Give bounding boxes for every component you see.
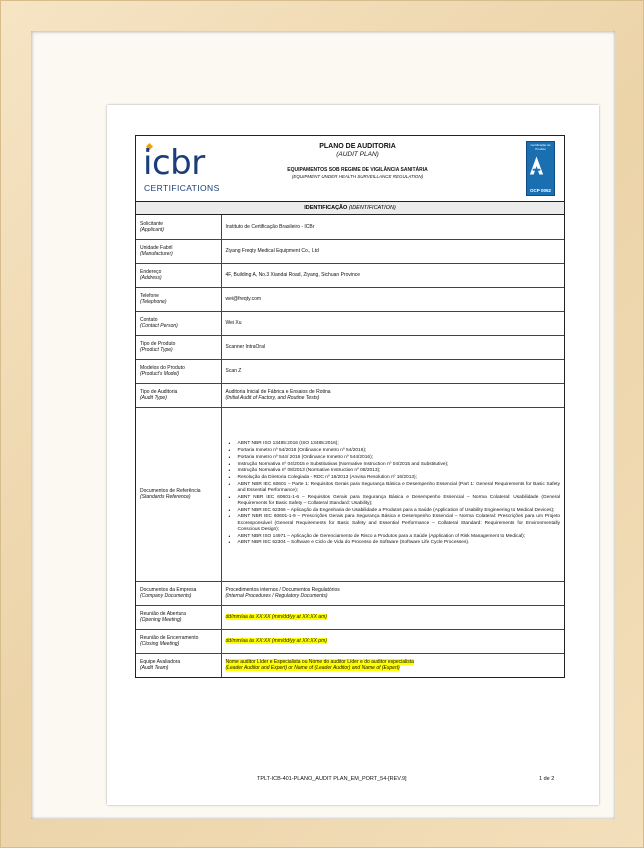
table-row bbox=[136, 605, 564, 629]
label-pt: Telefone bbox=[140, 292, 159, 299]
value-pt: Auditoria Inicial de Fábrica e Ensaios de Rotina bbox=[225, 388, 331, 395]
row-value: Wei Xu bbox=[221, 311, 564, 335]
table-row bbox=[136, 239, 564, 263]
label-pt: Tipo de Auditoria bbox=[140, 388, 178, 395]
value-pt: Procedimentos internos / Documentos Regulatórios bbox=[225, 586, 340, 593]
label-en: (Standards Reference) bbox=[140, 494, 191, 500]
row-value bbox=[221, 629, 564, 653]
certification-badge bbox=[526, 141, 555, 196]
table-row bbox=[136, 407, 564, 581]
label-en: (Address) bbox=[140, 275, 162, 281]
list-item: • ABNT NBR IEC 60601-1-6 – Requisitos Gerais para Segurança Básica e Desempenho Essencial – Norma Colateral: Usabilidade (General Requirements for Basic Safety – Collateral Standard: Usability); bbox=[226, 495, 561, 507]
list-item: • ABNT NBR IEC 62366 – Aplicação da Engenharia de Usabilidade a Produtos para a Saúde (Application of Usability Engineering to Medical Devices); bbox=[226, 508, 561, 514]
page-subtitle: EQUIPAMENTOS SOB REGIME DE VIGILÂNCIA SANITÁRIA bbox=[287, 167, 428, 173]
page-number: 1 de 2 bbox=[539, 776, 555, 782]
label-pt: Reunião de Encerramento bbox=[140, 634, 199, 641]
row-value bbox=[221, 581, 564, 605]
row-label bbox=[136, 215, 221, 239]
label-en: (Opening Meeting) bbox=[140, 617, 182, 623]
label-pt: Documentos de Referência bbox=[140, 487, 201, 494]
row-value: Ziyang Freqty Medical Equipment Co., Ltd bbox=[221, 239, 564, 263]
document-header bbox=[136, 136, 564, 202]
section-heading bbox=[136, 202, 564, 215]
label-pt: Modelos do Produto bbox=[140, 364, 185, 371]
list-item: • Portaria Inmetro nº 544/ 2016 (Ordinance Inmetro nº 544/2016); bbox=[226, 455, 561, 461]
row-value: wei@freqty.com bbox=[221, 287, 564, 311]
label-en: (Company Documents) bbox=[140, 593, 192, 599]
row-label bbox=[136, 407, 221, 581]
row-label bbox=[136, 581, 221, 605]
label-en: (Product Type) bbox=[140, 347, 173, 353]
section-label-en: (IDENTIFICATION) bbox=[348, 205, 396, 211]
label-pt: Equipe Avaliadora bbox=[140, 659, 181, 665]
row-label bbox=[136, 311, 221, 335]
row-value: Scan Z bbox=[221, 359, 564, 383]
table-row bbox=[136, 629, 564, 653]
label-en: (Audit Team) bbox=[140, 665, 169, 672]
label-en: (Manufacturer) bbox=[140, 251, 173, 257]
label-en: (Telephone) bbox=[140, 299, 167, 305]
table-row bbox=[136, 263, 564, 287]
row-value: Scanner IntraOral bbox=[221, 335, 564, 359]
table-row bbox=[136, 287, 564, 311]
brand-logo-sub: CERTIFICATIONS bbox=[144, 183, 220, 193]
table-row bbox=[136, 335, 564, 359]
list-item: • ABNT NBR ISO 13485:2016 (ISO 13485:2016); bbox=[226, 441, 561, 447]
label-en: (Audit Type) bbox=[140, 395, 167, 401]
reference-list bbox=[226, 439, 561, 549]
label-en: (Contact Person) bbox=[140, 323, 178, 329]
brand-logo: icbr bbox=[143, 143, 205, 183]
list-item: • ABNT NBR IEC 62304 – Software e Ciclo de Vida do Processo de Software (Software Life Cycle Processes). bbox=[226, 540, 561, 546]
audit-team-value-en: (Leader Auditor and Expert) or Name of (Leader Auditor) and Name of (Expert) bbox=[225, 665, 400, 672]
table-row bbox=[136, 311, 564, 335]
label-pt: Documentos da Empresa bbox=[140, 586, 197, 593]
label-en: (Closing Meeting) bbox=[140, 641, 180, 647]
row-value bbox=[221, 407, 564, 581]
table-row bbox=[136, 653, 564, 677]
row-label bbox=[136, 383, 221, 407]
document-code: TPLT-ICB-401-PLANO_AUDIT PLAN_EM_PORT_54-[REV.9] bbox=[257, 776, 407, 782]
label-pt: Solicitante bbox=[140, 220, 164, 227]
row-label bbox=[136, 239, 221, 263]
list-item: • Instrução Normativa nº 04/2015 e Substitutivas (Normative Instruction nº 04/2015 and Substitutive); bbox=[226, 462, 561, 468]
page-title: PLANO DE AUDITORIA bbox=[319, 143, 396, 150]
row-value: 4F, Building A, No.3 Xiandai Road, Ziyang, Sichuan Province bbox=[221, 263, 564, 287]
list-item: • Resolução da Diretoria Colegiada - RDC nº 16/2013 (Anvisa Resolution nº 16/2013); bbox=[226, 475, 561, 481]
table-row bbox=[136, 383, 564, 407]
row-value bbox=[221, 653, 564, 677]
list-item: • Instrução Normativa nº 08/2013 (Normative Instruction nº 08/2013); bbox=[226, 468, 561, 474]
table-row bbox=[136, 359, 564, 383]
list-item: • ABNT NBR ISO 14971 – Aplicação de Gerenciamento de Risco a Produtos para a Saúde (Application of Risk Management to Medical); bbox=[226, 534, 561, 540]
row-label bbox=[136, 335, 221, 359]
list-item: • ABNT NBR IEC 60601-1-9 – Prescrições Gerais para Segurança Básica e Desempenho Essencial – Norma Colateral: Prescrições para um Projeto Ecoresponsável (General Requirements for Basic Safety and Essential Performance – Collateral Standard: Requirements for Environmentally Conscious Design); bbox=[226, 514, 561, 533]
certification-mark-icon bbox=[527, 154, 546, 176]
row-label bbox=[136, 287, 221, 311]
label-en: (Product's Model) bbox=[140, 371, 180, 377]
row-value bbox=[221, 605, 564, 629]
value-en: (Initial Audit of Factory, and Routine Tests) bbox=[225, 395, 320, 401]
label-pt: Endereço bbox=[140, 268, 162, 275]
opening-meeting-value: dd/mm/aa às XX:XX (mm/dd/yy at XX:XX am) bbox=[225, 613, 327, 620]
value-en: (Internal Procedures / Regulatory Documents) bbox=[225, 593, 328, 599]
page-subtitle-en: (EQUIPMENT UNDER HEALTH SURVEILLANCE REGULATION) bbox=[291, 174, 424, 179]
row-label bbox=[136, 359, 221, 383]
table-row bbox=[136, 215, 564, 239]
badge-top-text: Certificação de Produto bbox=[530, 143, 551, 151]
list-item: • Portaria Inmetro nº 54/2016 (Ordinance Inmetro nº 54/2016); bbox=[226, 448, 561, 454]
document-page bbox=[107, 105, 599, 805]
row-value: Instituto de Certificação Brasileiro - ICBr bbox=[221, 215, 564, 239]
section-label: IDENTIFICAÇÃO bbox=[304, 205, 348, 211]
row-label bbox=[136, 605, 221, 629]
badge-code: OCP 0052 bbox=[530, 188, 551, 193]
audit-plan-table bbox=[135, 135, 565, 678]
page-title-en: (AUDIT PLAN) bbox=[336, 151, 379, 158]
closing-meeting-value: dd/mm/aa às XX:XX (mm/dd/yy at XX:XX pm) bbox=[225, 637, 327, 644]
label-pt: Reunião de Abertura bbox=[140, 610, 186, 617]
frame-mat bbox=[31, 31, 615, 819]
title-block bbox=[231, 143, 484, 179]
label-en: (Applicant) bbox=[140, 226, 164, 233]
label-pt: Tipo de Produto bbox=[140, 340, 176, 347]
row-label bbox=[136, 263, 221, 287]
label-pt: Contato bbox=[140, 316, 158, 323]
row-value bbox=[221, 383, 564, 407]
table-row bbox=[136, 581, 564, 605]
audit-team-value: Nome auditor Líder e Especialista ou Nome do auditor Líder e do auditor especialista bbox=[225, 659, 414, 665]
identification-table bbox=[136, 215, 564, 677]
label-pt: Unidade Fabril bbox=[140, 244, 173, 251]
row-label bbox=[136, 653, 221, 677]
list-item: • ABNT NBR IEC 60601 – Parte 1: Requisitos Gerais para Segurança Básica e Desempenho Essencial (Part 1: General Requirements for Basic Safety and Essential Performance); bbox=[226, 482, 561, 494]
row-label bbox=[136, 629, 221, 653]
